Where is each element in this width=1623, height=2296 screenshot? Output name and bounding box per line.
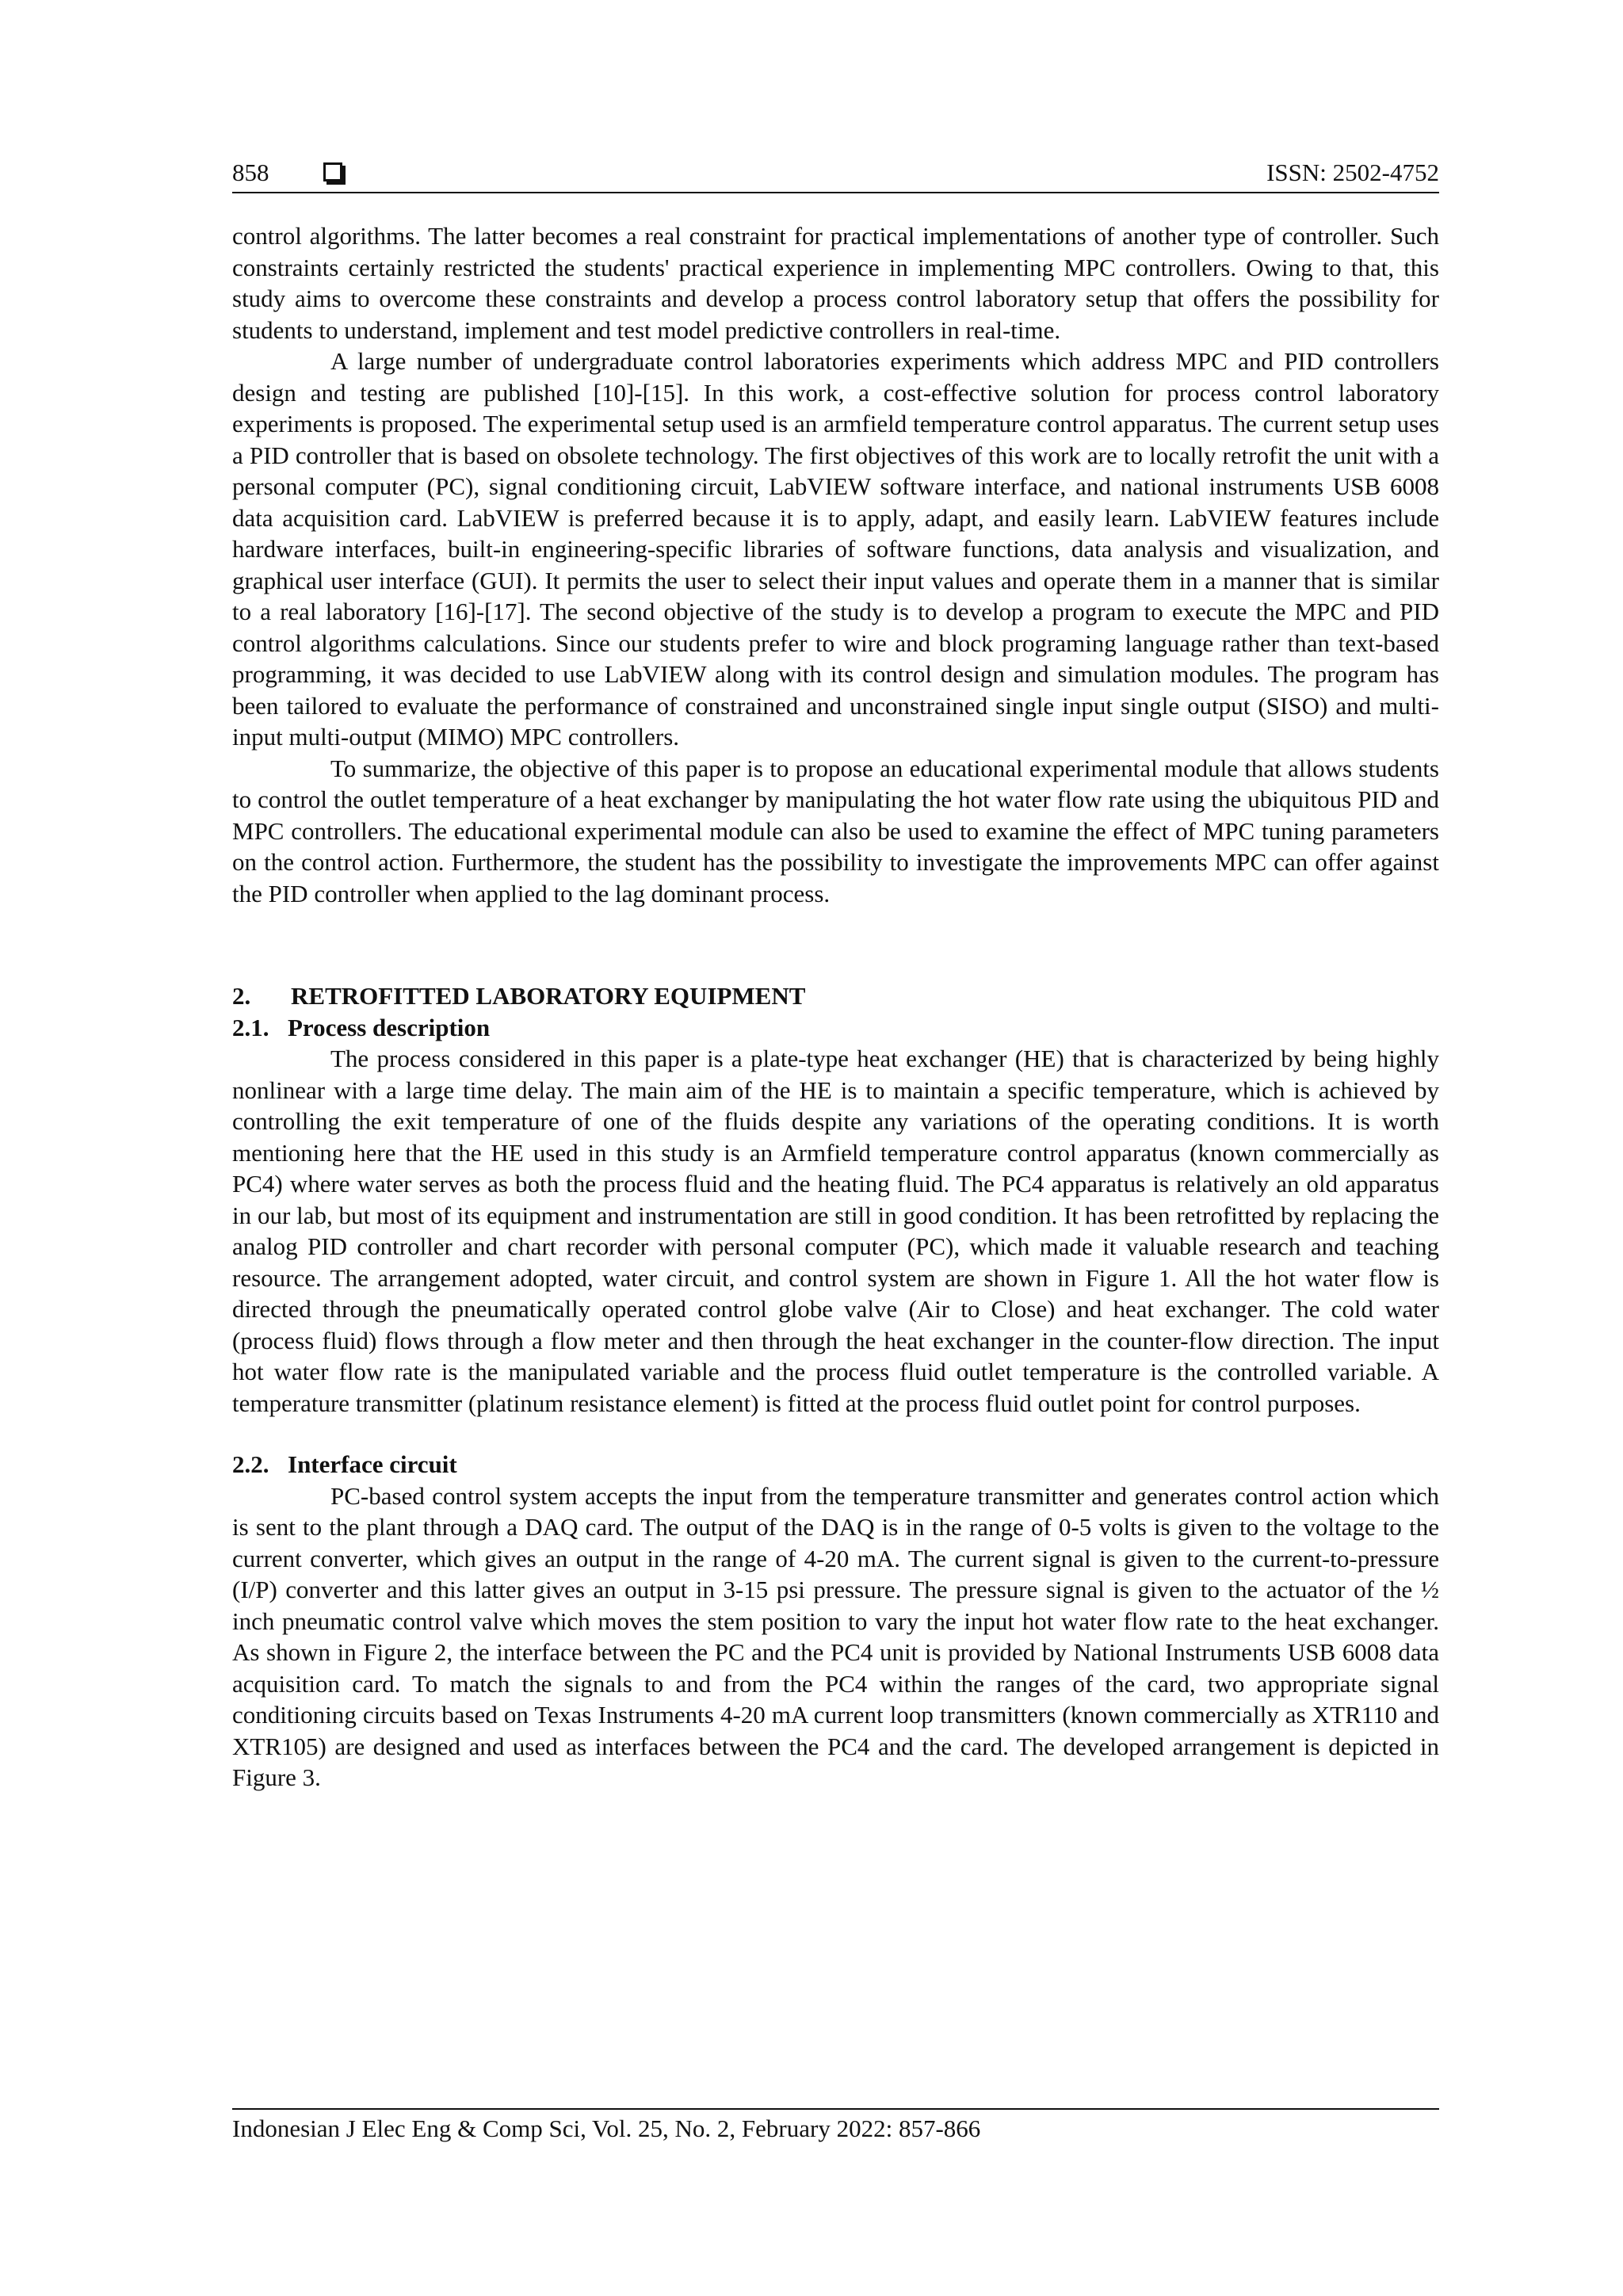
paragraph-summary: To summarize, the objective of this paper is to propose an educational experimental module that allows students to control the outlet temperature of a heat exchanger by manipulating the hot water flow rate using the ubiquitous PID and MPC controllers. The educational experimental module can also be used to examine the effect of MPC tuning parameters on the control action. Furthermore, the student has the possibility to investigate the improvements MPC can offer against the PID controller when applied to the lag dominant process. — [232, 754, 1439, 907]
header-divider — [232, 192, 1439, 193]
subsection-title: Process description — [288, 1013, 491, 1041]
body-text — [232, 220, 1439, 1794]
subsection-title: Interface circuit — [288, 1450, 457, 1478]
square-bullet-icon — [323, 162, 342, 181]
page-footer: Indonesian J Elec Eng & Comp Sci, Vol. 25, No. 2, February 2022: 857-866 — [232, 2115, 981, 2142]
paragraph-objectives: A large number of undergraduate control laboratories experiments which address MPC and PID controllers design and testing are published [10]-[15]. In this work, a cost-effective solution for process control laboratory experiments is proposed. The experimental setup used is an armfield temperature control apparatus. The current setup uses a PID controller that is based on obsolete technology. The first objectives of this work are to locally retrofit the unit with a personal computer (PC), signal conditioning circuit, LabVIEW software interface, and national instruments USB 6008 data acquisition card. LabVIEW is preferred because it is to apply, adapt, and easily learn. LabVIEW features include hardware interfaces, built-in engineering-specific libraries of software functions, data analysis and visualization, and graphical user interface (GUI). It permits the user to select their input values and operate them in a manner that is similar to a real laboratory [16]-[17]. The second objective of the study is to develop a program to execute the MPC and PID control algorithms calculations. Since our students prefer to wire and block programing language rather than text-based programming, it was decided to use LabVIEW along with its control design and simulation modules. The program has been tailored to evaluate the performance of constrained and unconstrained single input single output (SISO) and multi-input multi-output (MIMO) MPC controllers. — [232, 347, 1439, 751]
page-header — [232, 155, 1439, 190]
section-heading-2 — [232, 980, 1439, 1012]
subsection-number: 2.1. — [232, 1013, 269, 1041]
paragraph-process-description: The process considered in this paper is a plate-type heat exchanger (HE) that is characterized by being highly nonlinear with a large time delay. The main aim of the HE is to maintain a specific temperature, which is achieved by controlling the exit temperature of one of the fluids despite any variations of the operating conditions. It is worth mentioning here that the HE used in this study is an Armfield temperature control apparatus (known commercially as PC4) where water serves as both the process fluid and the heating fluid. The PC4 apparatus is relatively an old apparatus in our lab, but most of its equipment and instrumentation are still in good condition. It has been retrofitted by replacing the analog PID controller and chart recorder with personal computer (PC), which made it valuable research and teaching resource. The arrangement adopted, water circuit, and control system are shown in Figure 1. All the hot water flow is directed through the pneumatically operated control globe valve (Air to Close) and heat exchanger. The cold water (process fluid) flows through a flow meter and then through the heat exchanger in the counter-flow direction. The input hot water flow rate is the manipulated variable and the process fluid outlet temperature is the controlled variable. A temperature transmitter (platinum resistance element) is fitted at the process fluid outlet point for control purposes. — [232, 1045, 1439, 1417]
paragraph-intro-continued: control algorithms. The latter becomes a real constraint for practical implementations of another type of controller. Such constraints certainly restricted the students' practical experience in implementing MPC controllers. Owing to that, this study aims to overcome these constraints and develop a process control laboratory setup that offers the possibility for students to understand, implement and test model predictive controllers in real-time. — [232, 222, 1439, 344]
subsection-heading-2-1 — [232, 1012, 1439, 1044]
section-title: RETROFITTED LABORATORY EQUIPMENT — [291, 982, 806, 1010]
subsection-heading-2-2 — [232, 1449, 1439, 1480]
subsection-number: 2.2. — [232, 1450, 269, 1478]
section-number: 2. — [232, 982, 251, 1010]
issn-label: ISSN: 2502-4752 — [1266, 159, 1439, 186]
footer-divider — [232, 2108, 1439, 2110]
paragraph-interface-circuit: PC-based control system accepts the input from the temperature transmitter and generates control action which is sent to the plant through a DAQ card. The output of the DAQ is in the range of 0-5 volts is given to the voltage to the current converter, which gives an output in the range of 4-20 mA. The current signal is given to the current-to-pressure (I/P) converter and this latter gives an output in 3-15 psi pressure. The pressure signal is given to the actuator of the ½ inch pneumatic control valve which moves the stem position to vary the input hot water flow rate to the heat exchanger. As shown in Figure 2, the interface between the PC and the PC4 unit is provided by National Instruments USB 6008 data acquisition card. To match the signals to and from the PC4 within the ranges of the card, two appropriate signal conditioning circuits based on Texas Instruments 4-20 mA current loop transmitters (known commercially as XTR110 and XTR105) are designed and used as interfaces between the PC4 and the card. The developed arrangement is depicted in Figure 3. — [232, 1481, 1439, 1791]
page-number: 858 — [232, 159, 269, 186]
